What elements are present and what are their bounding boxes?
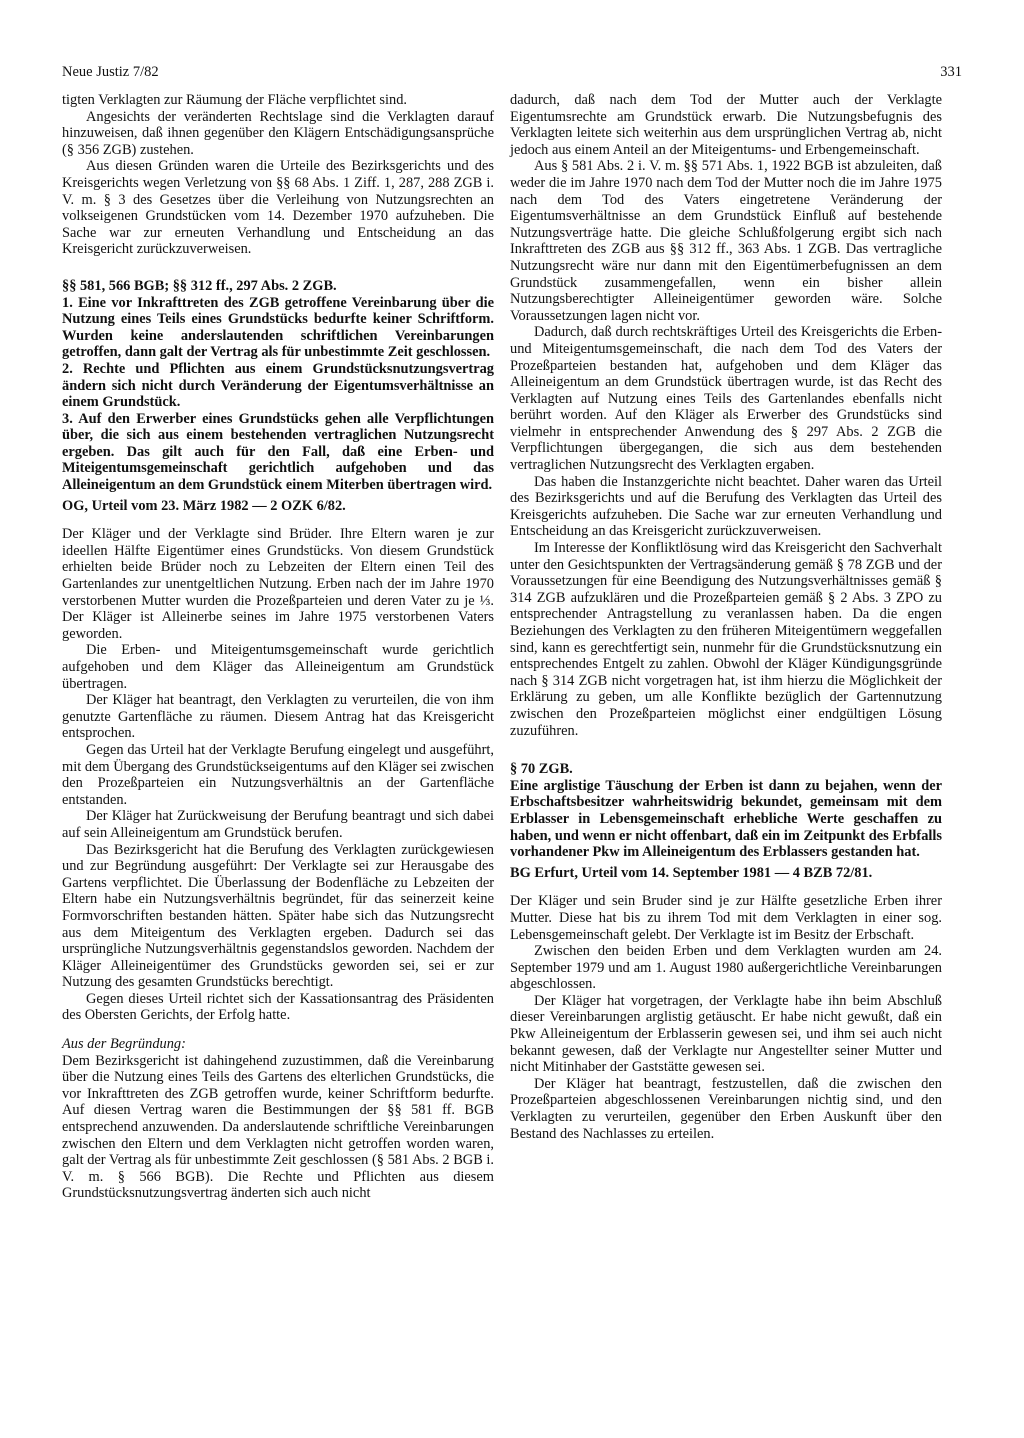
body-paragraph: Das haben die Instanzgerichte nicht beachtet. Daher waren das Urteil des Bezirksgerichts und auf die Berufung des Verklagten das Urteil des Kreisgerichts aufzuheben. Die Sache war zur erneuten Verhandlung und Entscheidung an das Kreisgericht zurückzuverweisen. (510, 473, 942, 540)
thesis-item: 1. Eine vor Inkrafttreten des ZGB getroffene Vereinbarung über die Nutzung eines Teils eines Grundstücks bedurfte keiner Schriftform. Wurden keine anderslautenden schriftlichen Vereinbarungen getroffen, dann galt der Vertrag als für unbestimmte Zeit geschlossen. (62, 294, 494, 361)
body-paragraph: Dem Bezirksgericht ist dahingehend zuzustimmen, daß die Vereinbarung über die Nutzung eines Teils des Gartens des elterlichen Grundstücks, die vor Inkrafttreten des ZGB getroffen wurde, keiner Schriftform bedurfte. Auf diesen Vertrag waren die Bestimmungen der §§ 581 ff. BGB entsprechend anzuwenden. Da anderslautende schriftliche Vereinbarungen zwischen den Eltern und dem Verklagten nicht getroffen worden waren, galt der Vertrag als für unbestimmte Zeit geschlossen (§ 581 Abs. 2 BGB i. V. m. § 566 BGB). Die Rechte und Pflichten aus diesem Grundstücksnutzungsvertrag änderten sich auch nicht (62, 1052, 494, 1202)
journal-title: Neue Justiz 7/82 (62, 64, 159, 80)
thesis-item: 2. Rechte und Pflichten aus einem Grundstücksnutzungsvertrag ändern sich nicht durch Veränderung der Eigentumsverhältnisse an einem Grundstück. (62, 360, 494, 411)
reasons-heading: Aus der Begründung: (62, 1036, 186, 1053)
case-theses (62, 295, 494, 494)
body-paragraph: Dadurch, daß durch rechtskräftiges Urteil des Kreisgerichts die Erben- und Miteigentumsgemeinschaft, die nach dem Tod des Vaters der Prozeßparteien bestanden hat, aufgehoben und dem Kläger das Alleineigentum an dem Grundstück übertragen wurde, ist das Recht des Verklagten auf Nutzung eines Teils des Gartenlandes ebenfalls nicht berührt worden. Auf den Kläger als Erwerber des Grundstücks sind vielmehr in entsprechender Anwendung des § 297 Abs. 2 ZGB die Verpflichtungen übergegangen, die sich aus dem bestehenden vertraglichen Nutzungsrecht des Verklagten ergaben. (510, 324, 942, 474)
body-paragraph: Der Kläger hat beantragt, den Verklagten zu verurteilen, die von ihm genutzte Gartenfläche zu räumen. Diesem Antrag hat das Kreisgericht entsprochen. (62, 692, 494, 742)
thesis-item: 3. Auf den Erwerber eines Grundstücks gehen alle Verpflichtungen über, die sich aus einem bestehenden vertraglichen Nutzungsrecht ergeben. Das gilt auch für den Fall, daß eine Erben- und Miteigentumsgemeinschaft gerichtlich aufgehoben und das Alleineigentum an dem Grundstück einem Miterben übertragen wird. (62, 410, 494, 494)
thesis-item: Eine arglistige Täuschung der Erben ist dann zu bejahen, wenn der Erbschaftsbesitzer wahrheitswidrig bekundet, gemeinsam mit dem Erblasser in Lebensgemeinschaft erhebliche Werte geschaffen zu haben, und wenn er nicht offenbart, daß ein im Zeitpunkt des Erbfalls vorhandener Pkw im Alleineigentum des Erblassers gestanden hat. (510, 777, 942, 861)
case-norms: § 70 ZGB. (510, 761, 573, 778)
body-paragraph: tigten Verklagten zur Räumung der Fläche verpflichtet sind. (62, 92, 408, 108)
right-column (510, 92, 942, 1142)
body-paragraph: Der Kläger hat vorgetragen, der Verklagte habe ihn beim Abschluß dieser Vereinbarungen arglistig getäuscht. Er habe nicht gewußt, daß ein Pkw Alleineigentum der Erblasserin gewesen sei, und ihm sei auch nicht bekannt gewesen, daß der Verklagte nur Angestellter seiner Mutter und nicht Mitinhaber der Gaststätte gewesen sei. (510, 992, 942, 1076)
body-paragraph: Gegen dieses Urteil richtet sich der Kassationsantrag des Präsidenten des Obersten Gerichts, der Erfolg hatte. (62, 990, 494, 1024)
body-paragraph: Der Kläger hat beantragt, festzustellen, daß die zwischen den Prozeßparteien abgeschlossenen Vereinbarungen nichtig sind, und den Verklagten zu verurteilen, gegenüber den Erben Auskunft über den Bestand des Nachlasses zu erteilen. (510, 1075, 942, 1142)
body-paragraph: Zwischen den beiden Erben und dem Verklagten wurden am 24. September 1979 und am 1. August 1980 außergerichtliche Vereinbarungen abgeschlossen. (510, 943, 942, 993)
body-paragraph: Aus diesen Gründen waren die Urteile des Bezirksgerichts und des Kreisgerichts wegen Verletzung von §§ 68 Abs. 1 Ziff. 1, 287, 288 ZGB i. V. m. § 3 des Gesetzes über die Verleihung von Nutzungsrechten an volkseigenen Grundstücken vom 14. Dezember 1970 aufzuheben. Die Sache war zur erneuten Verhandlung und Entscheidung an das Kreisgericht zurückzuverweisen. (62, 158, 494, 258)
body-paragraph: Die Erben- und Miteigentumsgemeinschaft wurde gerichtlich aufgehoben und dem Kläger das Alleineigentum am Grundstück übertragen. (62, 642, 494, 692)
page-number: 331 (940, 64, 962, 80)
page-header (62, 64, 962, 84)
body-paragraph: Angesichts der veränderten Rechtslage sind die Verklagten darauf hinzuweisen, daß ihnen gegenüber den Klägern Entschädigungsansprüche (§ 356 ZGB) zustehen. (62, 108, 494, 158)
case-theses (510, 778, 942, 861)
case-norms: §§ 581, 566 BGB; §§ 312 ff., 297 Abs. 2 ZGB. (62, 277, 337, 294)
body-paragraph: Im Interesse der Konfliktlösung wird das Kreisgericht den Sachverhalt unter den Gesichtspunkten der Vertragsänderung gemäß § 78 ZGB und der Voraussetzungen für eine Beendigung des Nutzungsverhältnisses gemäß § 314 ZGB aufzuklären und die Prozeßparteien gemäß § 2 Abs. 3 ZPO zu entsprechender Antragstellung zu veranlassen haben. Da die engen Beziehungen des Verklagten zu den früheren Miteigentümern weggefallen sind, kann es gerechtfertigt sein, nunmehr für die Grundstücksnutzung ein entsprechendes Entgelt zu zahlen. Obwohl der Kläger Kündigungsgründe nach § 314 ZGB nicht vorgetragen hat, ist ihm hierzu die Möglichkeit der Erklärung zu geben, um alle Konflikte bezüglich der Gartennutzung zwischen den Prozeßparteien möglichst einer endgültigen Lösung zuzuführen. (510, 540, 942, 739)
left-column (62, 92, 494, 1202)
body-paragraph: Der Kläger und der Verklagte sind Brüder. Ihre Eltern waren je zur ideellen Hälfte Eigentümer eines Grundstücks. Von diesem Grundstück erhielten beide Brüder noch zu Lebzeiten der Eltern einen Teil des Gartenlandes zur unentgeltlichen Nutzung. Erben nach der im Jahre 1970 verstorbenen Mutter wurden die Prozeßparteien und deren Vater zu je ⅓. Der Kläger ist Alleinerbe seines im Jahre 1975 verstorbenen Vaters geworden. (62, 526, 494, 642)
body-paragraph: Aus § 581 Abs. 2 i. V. m. §§ 571 Abs. 1, 1922 BGB ist abzuleiten, daß weder die im Jahre 1970 nach dem Tod der Mutter noch die im Jahre 1975 nach dem Tod des Vaters eingetretene Veränderung der Eigentumsverhältnisse an dem Grundstück Einfluß auf bestehende Nutzungsverträge hatte. Die gleiche Schlußfolgerung ergibt sich nach Inkrafttreten des ZGB aus §§ 312 ff., 363 Abs. 1 ZGB. Das vertragliche Nutzungsrecht wäre nur dann mit den Eigentümerbefugnissen an dem Grundstück zusammengefallen, wenn ein bisher allein Nutzungsberechtigter Alleineigentümer geworden wäre. Solche Voraussetzungen lagen nicht vor. (510, 158, 942, 324)
body-paragraph: dadurch, daß nach dem Tod der Mutter auch der Verklagte Eigentumsrechte am Grundstück erwarb. Die Nutzungsbefugnis des Verklagten leitete sich weiterhin aus dem ursprünglichen Vertrag ab, nicht jedoch aus einem Anteil an der Miteigentums- und Erbengemeinschaft. (510, 92, 942, 158)
case-citation: OG, Urteil vom 23. März 1982 — 2 OZK 6/82. (62, 497, 346, 514)
body-paragraph: Gegen das Urteil hat der Verklagte Berufung eingelegt und ausgeführt, mit dem Übergang des Grundstückseigentums auf den Kläger sei zwischen den Prozeßparteien ein Nutzungsverhältnis an der Gartenfläche entstanden. (62, 741, 494, 808)
body-paragraph: Der Kläger und sein Bruder sind je zur Hälfte gesetzliche Erben ihrer Mutter. Diese hat bis zu ihrem Tod mit dem Verklagten in einer sog. Lebensgemeinschaft gelebt. Der Verklagte ist im Besitz der Erbschaft. (510, 893, 942, 943)
body-paragraph: Das Bezirksgericht hat die Berufung des Verklagten zurückgewiesen und zur Begründung ausgeführt: Der Verklagte sei zur Herausgabe des Gartens verpflichtet. Die Überlassung der Bodenfläche zu Lebzeiten der Eltern habe ein Nutzungsverhältnis begründet, für das seinerzeit keine Formvorschriften bestanden hätten. Später habe sich das Nutzungsrecht aus dem Miteigentum des Verklagten ergeben. Dadurch sei das ursprüngliche Nutzungsverhältnis gegenstandslos geworden. Nachdem der Kläger Alleineigentümer des Grundstücks geworden sei, sei er zur Nutzung des gesamten Grundstücks berechtigt. (62, 841, 494, 991)
body-paragraph: Der Kläger hat Zurückweisung der Berufung beantragt und sich dabei auf sein Alleineigentum am Grundstück berufen. (62, 808, 494, 841)
case-citation: BG Erfurt, Urteil vom 14. September 1981 — 4 BZB 72/81. (510, 864, 873, 881)
